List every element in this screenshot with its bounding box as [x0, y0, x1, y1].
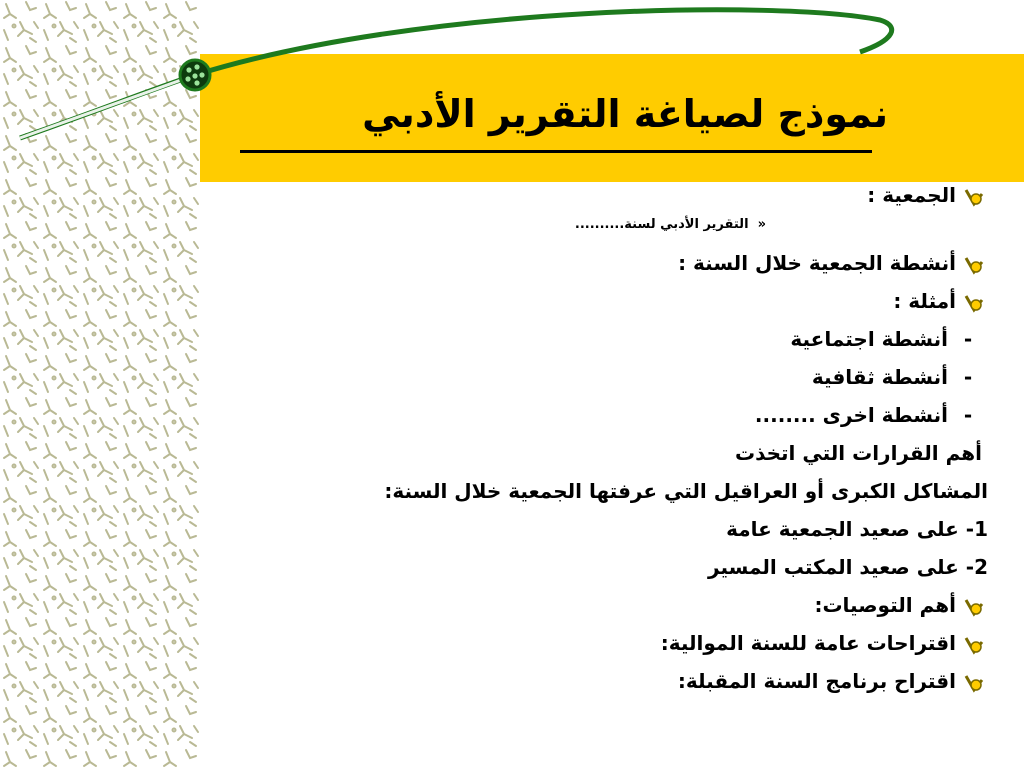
line-program-text: اقتراح برنامج السنة المقبلة: — [677, 669, 956, 693]
stylized-gold-bullet-icon — [962, 186, 988, 208]
report-subtitle-line — [268, 214, 988, 244]
dash-marker: - — [963, 327, 973, 351]
stylized-gold-bullet-icon — [962, 292, 988, 314]
bullet-line-examples — [268, 282, 988, 320]
line-recommendations-text: أهم التوصيات: — [814, 593, 956, 617]
slide-title: نموذج لصياغة التقرير الأدبي — [362, 92, 888, 136]
decorative-pattern — [0, 0, 200, 768]
title-underline — [240, 150, 872, 153]
line-problems — [268, 472, 988, 510]
stylized-gold-bullet-icon — [962, 596, 988, 618]
line-activities-text: أنشطة الجمعية خلال السنة : — [678, 251, 956, 275]
slide-content — [268, 176, 988, 700]
line-level-office — [268, 548, 988, 586]
report-subtitle-text: التقرير الأدبي لسنة.......... — [574, 217, 749, 232]
dash-marker: - — [963, 403, 973, 427]
dash-marker: - — [963, 365, 973, 389]
line-association-text: الجمعية : — [867, 183, 956, 207]
line-decisions — [268, 434, 988, 472]
line-decisions-text: أهم القرارات التي اتخذت — [734, 441, 982, 465]
line-level-office-text: على صعيد المكتب المسير — [708, 555, 959, 579]
line-other-text: أنشطة اخرى ........ — [754, 403, 948, 427]
bullet-line-activities — [268, 244, 988, 282]
stylized-gold-bullet-icon — [962, 634, 988, 656]
bullet-line-recommendations — [268, 586, 988, 624]
line-examples-text: أمثلة : — [893, 289, 956, 313]
dash-line-other — [268, 396, 988, 434]
line-problems-text: المشاكل الكبرى أو العراقيل التي عرفتها الجمعية خلال السنة: — [384, 479, 988, 503]
line-proposals-text: اقتراحات عامة للسنة الموالية: — [660, 631, 956, 655]
bullet-line-proposals — [268, 624, 988, 662]
dash-line-social — [268, 320, 988, 358]
number-2: 2- — [965, 555, 988, 579]
number-1: 1- — [965, 517, 988, 541]
line-level-association — [268, 510, 988, 548]
stylized-gold-bullet-icon — [962, 672, 988, 694]
stylized-gold-bullet-icon — [962, 254, 988, 276]
bullet-line-program — [268, 662, 988, 700]
bullet-line-association — [268, 176, 988, 214]
line-level-association-text: على صعيد الجمعية عامة — [726, 517, 959, 541]
dash-line-cultural — [268, 358, 988, 396]
line-social-text: أنشطة اجتماعية — [790, 327, 948, 351]
quote-mark: « — [757, 217, 766, 232]
line-cultural-text: أنشطة ثقافية — [811, 365, 948, 389]
